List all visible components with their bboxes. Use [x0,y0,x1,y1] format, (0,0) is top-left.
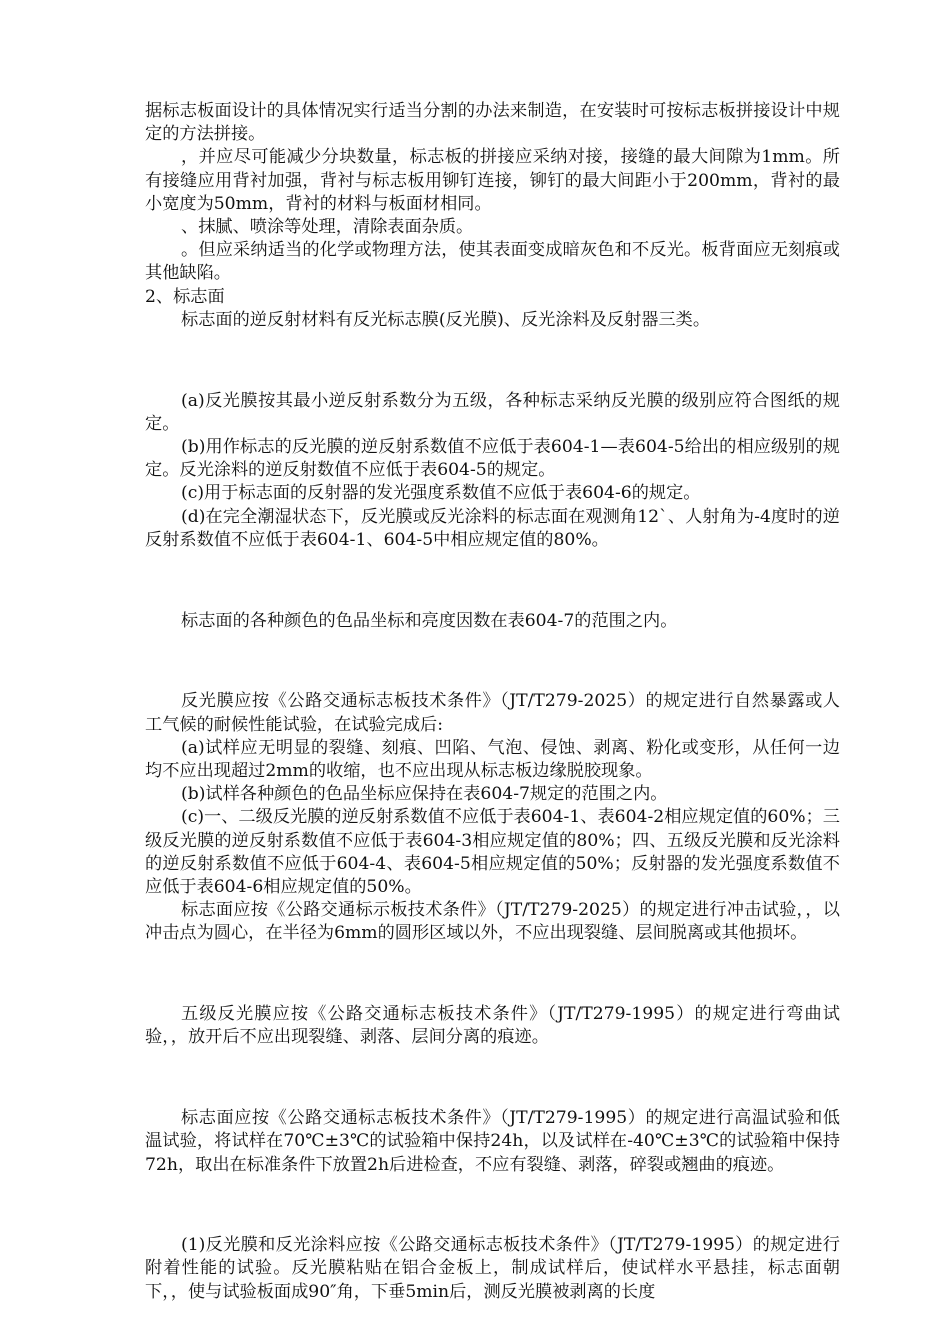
blank-line [145,1194,840,1217]
paragraph: (b)试样各种颜色的色品坐标应保持在表604-7规定的范围之内。 [181,784,668,805]
paragraph: 、抹腻、喷涂等处理，清除表面杂质。 [181,217,474,238]
paragraph: 标志面应按《公路交通标示板技术条件》（JT/T279-2025）的规定进行冲击试验，，以冲击点为圆心，在半径为6mm的圆形区域以外，不应出现裂缝、层间脱离或其他损坏。 [145,900,840,944]
paragraph: 反光膜应按《公路交通标志板技术条件》（JT/T279-2025）的规定进行自然暴露或人工气候的耐候性能试验，在试验完成后: [145,691,840,735]
paragraph: (d)在完全潮湿状态下，反光膜或反光涂料的标志面在观测角12ˋ、人射角为-4度时的逆反射系数值不应低于表604-1、604-5中相应规定值的80%。 [145,506,840,550]
paragraph: ，并应尽可能减少分块数量，标志板的拼接应采纳对接，接缝的最大间隙为1mm。所有接缝应用背衬加强，背衬与标志板用铆钉连接，铆钉的最大间距小于200mm，背衬的最小宽度为50mm，背衬的材料与板面材相同。 [145,147,840,214]
blank-line [145,569,840,592]
paragraph: (c)用于标志面的反射器的发光强度系数值不应低于表604-6的规定。 [181,483,701,504]
paragraph: (1)反光膜和反光涂料应按《公路交通标志板技术条件》（JT/T279-1995）的规定进行附着性能的试验。反光膜粘贴在铝合金板上，制成试样后，使试样水平悬挂，标志面朝下，，使与试验板面成90″角，下垂5min后，测反光膜被剥离的长度 [145,1235,840,1302]
paragraph: 。但应采纳适当的化学或物理方法，使其表面变成暗灰色和不反光。板背面应无刻痕或其他缺陷。 [145,240,840,284]
paragraph: 标志面应按《公路交通标志板技术条件》（JT/T279-1995）的规定进行高温试验和低温试验，将试样在70℃±3℃的试验箱中保持24h，以及试样在-40℃±3℃的试验箱中保持72h，取出在标准条件下放置2h后进检查，不应有裂缝、剥落，碎裂或翘曲的痕迹。 [145,1108,840,1175]
paragraph: 2、标志面 [145,286,225,307]
blank-line [145,1067,840,1090]
document-body [145,100,840,1304]
paragraph: 五级反光膜应按《公路交通标志板技术条件》（JT/T279-1995）的规定进行弯曲试验，，放开后不应出现裂缝、剥落、层间分离的痕迹。 [145,1004,840,1048]
paragraph: 标志面的逆反射材料有反光标志膜(反光膜)、反光涂料及反射器三类。 [181,309,711,330]
paragraph: 据标志板面设计的具体情况实行适当分割的办法来制造，在安装时可按标志板拼接设计中规定的方法拼接。 [145,101,840,145]
blank-line [145,650,840,673]
paragraph: (a)反光膜按其最小逆反射系数分为五级，各种标志采纳反光膜的级别应符合图纸的规定。 [145,390,840,434]
paragraph: (c)一、二级反光膜的逆反射系数值不应低于表604-1、表604-2相应规定值的60%；三级反光膜的逆反射系数值不应低于表604-3相应规定值的80%；四、五级反光膜和反光涂料的逆反射系数值不应低于604-4、表604-5相应规定值的50%；反射器的发光强度系数值不应低于表604-6相应规定值的50%。 [145,807,840,897]
paragraph: 标志面的各种颜色的色品坐标和亮度因数在表604-7的范围之内。 [181,610,678,631]
paragraph: (b)用作标志的反光膜的逆反射系数值不应低于表604-1—表604-5给出的相应级别的规定。反光涂料的逆反射数值不应低于表604-5的规定。 [145,437,840,481]
blank-line [145,349,840,372]
paragraph: (a)试样应无明显的裂缝、刻痕、凹陷、气泡、侵蚀、剥离、粉化或变形，从任何一边均不应出现超过2mm的收缩，也不应出现从标志板边缘脱胶现象。 [145,737,840,781]
blank-line [145,963,840,986]
